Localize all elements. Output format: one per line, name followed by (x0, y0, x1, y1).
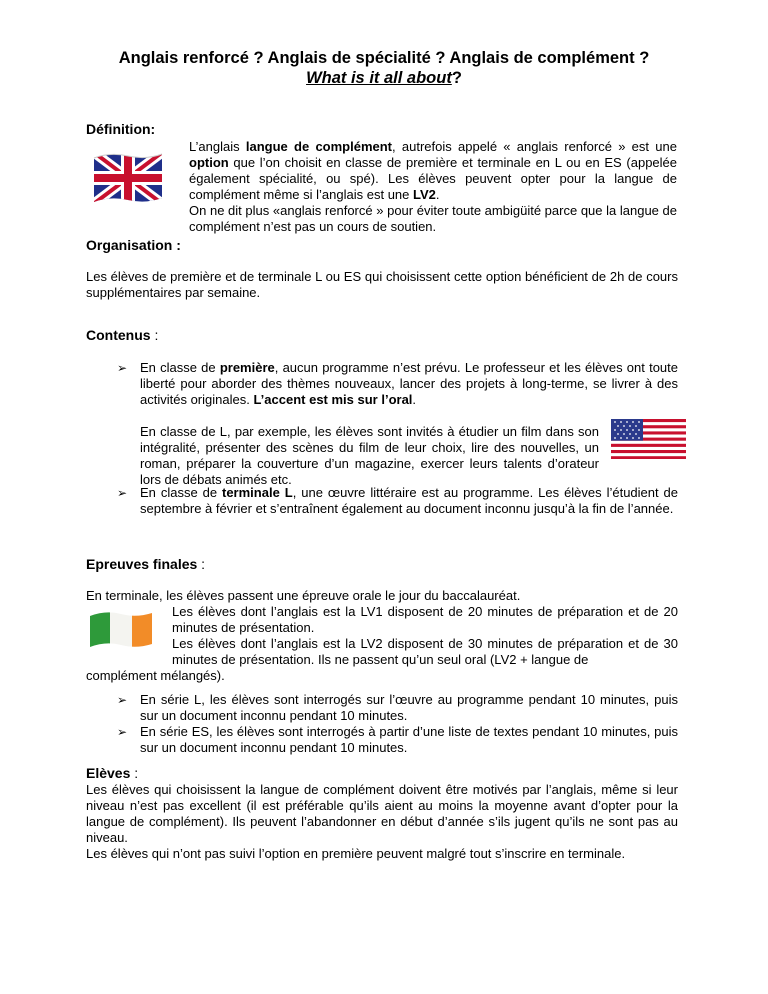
organisation-heading: Organisation : (86, 237, 181, 253)
ireland-flag-icon (88, 610, 154, 648)
uk-flag-icon (88, 148, 168, 208)
epreuves-bullet-2: En série ES, les élèves sont interrogés à partir d’une liste de textes pendant 10 minutes, puis sur un document inconnu pendant 10 minutes. (140, 724, 678, 755)
document-title (60, 48, 708, 88)
epreuves-heading: Epreuves finales : (86, 556, 206, 572)
bullet-icon: ➢ (117, 361, 128, 375)
us-flag-icon (611, 419, 686, 459)
epreuves-lv2-end: complément mélangés). (86, 668, 225, 683)
epreuves-bullet-1: En série L, les élèves sont interrogés sur l’œuvre au programme pendant 10 minutes, puis sur un document inconnu pendant 10 minutes. (140, 692, 678, 723)
contenus-paragraph-film: En classe de L, par exemple, les élèves sont invités à étudier un film dans son intégralité, présenter des scènes du film de leur choix, lire des nouvelles, un roman, préparer la couverture d’un magazine, exercer leurs talents d’orateur lors de débats animés etc. (140, 424, 599, 487)
epreuves-lv1: Les élèves dont l’anglais est la LV1 disposent de 20 minutes de préparation et de 20 minutes de présentation. (172, 604, 678, 635)
epreuves-intro: En terminale, les élèves passent une épreuve orale le jour du baccalauréat. (86, 588, 521, 603)
definition-paragraph-1: L’anglais langue de complément, autrefois appelé « anglais renforcé » est une option que l’on choisit en classe de première et terminale en L ou en ES (appelée également spécialité, ou spé). Les élèves peuvent opter pour la langue de complément même si l’anglais est une LV2. (189, 139, 677, 202)
definition-paragraph-2: On ne dit plus «anglais renforcé » pour éviter toute ambigüité parce que la langue de complément n’est pas un cours de soutien. (189, 203, 677, 234)
eleves-paragraph-2: Les élèves qui n’ont pas suivi l’option en première peuvent malgré tout s’inscrire en terminale. (86, 846, 626, 861)
bullet-icon: ➢ (117, 725, 128, 739)
eleves-heading: Elèves : (86, 765, 139, 781)
title-subtitle: What is it all about (306, 69, 452, 87)
title-line-2: What is it all about? (306, 69, 462, 87)
epreuves-lv2: Les élèves dont l’anglais est la LV2 disposent de 30 minutes de préparation et de 30 minutes de présentation. Ils ne passent qu’un seul oral (LV2 + langue de (172, 636, 678, 667)
organisation-text: Les élèves de première et de terminale L ou ES qui choisissent cette option bénéficient de 2h de cours supplémentaires par semaine. (86, 269, 678, 300)
eleves-paragraph-1: Les élèves qui choisissent la langue de complément doivent être motivés par l’anglais, même si leur niveau n’est pas excellent (il est préférable qu’ils aient au moins la moyenne avant d’opter pour la langue de complément). Ils peuvent l’abandonner en début d’année s’ils jugent qu’ils ne sont pas au niveau. (86, 782, 678, 845)
contenus-bullet-1: En classe de première, aucun programme n’est prévu. Le professeur et les élèves ont toute liberté pour aborder des thèmes nouveaux, lancer des projets à long-terme, se livrer à des activités originales. L’accent est mis sur l’oral. (140, 360, 678, 407)
title-line-1: Anglais renforcé ? Anglais de spécialité ? Anglais de complément ? (118, 49, 650, 67)
contenus-bullet-2: En classe de terminale L, une œuvre littéraire est au programme. Les élèves l’étudient de septembre à février et s’entraînent également au document inconnu jusqu’à la fin de l’année. (140, 485, 678, 516)
bullet-icon: ➢ (117, 486, 128, 500)
definition-heading: Définition: (86, 121, 156, 137)
bullet-icon: ➢ (117, 693, 128, 707)
contenus-heading: Contenus : (86, 327, 159, 343)
